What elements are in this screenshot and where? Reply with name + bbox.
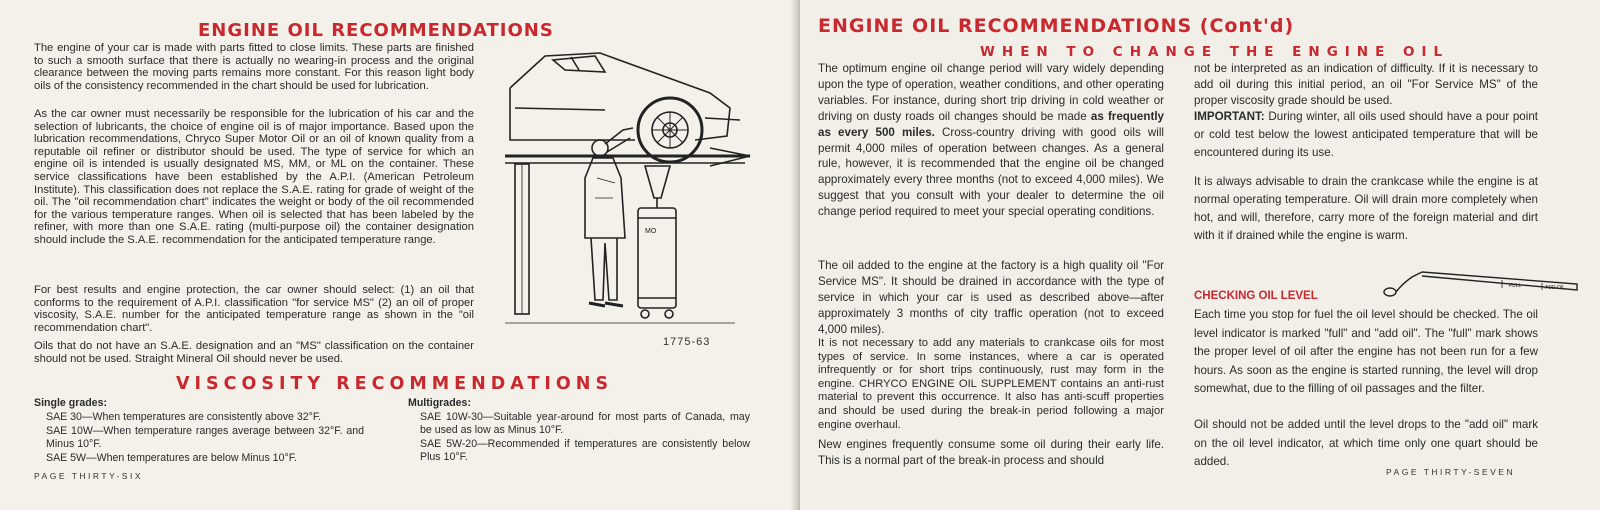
single-grade-item: SAE 30—When temperatures are consistently above 32°F. bbox=[46, 411, 322, 423]
best-results-paragraph: For best results and engine protection, the car owner should select: (1) an oil that conforms to the requirement of A.P.I. classification "for service MS" (2) an oil of proper viscosity, S.A.E. number for the anticipated temperature range as shown in the "oil recommendation chart". bbox=[34, 284, 474, 334]
intro-paragraph: The engine of your car is made with parts fitted to close limits. These parts are finished to such a smooth surface that there is actually no wearing-in process and the original clearance between the moving parts remains more constant. For this reason light body oils of the consistency recommended in the chart should be used for lubrication. bbox=[34, 42, 474, 92]
viscosity-title: VISCOSITY RECOMMENDATIONS bbox=[176, 374, 614, 394]
engine-oil-title: ENGINE OIL RECOMMENDATIONS bbox=[198, 20, 554, 41]
multigrade-item: SAE 10W-30—Suitable year-around for most parts of Canada, may be used as low as Minus 10°F. bbox=[420, 411, 750, 436]
responsibility-paragraph: As the car owner must necessarily be responsible for the lubrication of his car and the selection of lubricants, the choice of engine oil is of major importance. Based upon the lubrication recommendations, Chryco Super Motor Oil or an oil of known quality from a reputable oil refiner or distributor should be used. The type of service for which an engine oil is intended is usually designated MS, MM, or ML on the container. These service classifications have been established by the A.P.I. (American Petroleum Institute). This classification does not replace the S.A.E. rating for grade of weight of the oil. The "oil recommendation chart" indicates the weight or body of the oil recommended for the various temperature ranges. When oil is selected that has been labeled by the refiner, with more than one S.A.E. rating (multi-purpose oil) the container designation should include the S.A.E. recommendation for the anticipated temperature range. bbox=[34, 108, 474, 246]
crankcase-additives-paragraph: It is not necessary to add any materials to crankcase oils for most types of service. In some instances, where a car is operated infrequently or for short trips continuously, rust may form in the engine. CHRYCO ENGINE OIL SUPPLEMENT contains an anti-rust material to prevent this occurrence. It also has anti-scuff properties and should be used during the break-in period following a major engine overhaul. bbox=[818, 337, 1164, 431]
dipstick-full-label: FULL bbox=[1509, 283, 1522, 289]
drain-crankcase-paragraph: It is always advisable to drain the crankcase while the engine is at normal operating temperature. Oil will drain more completely when hot, and will, therefore, carry more of the foreign material and dirt with it if drained while the engine is warm. bbox=[1194, 175, 1538, 242]
important-text: During winter, all oils used should have a pour point or cold test below the lowest anticipated temperature that will be encountered during its use. bbox=[1194, 110, 1538, 159]
single-grades-heading: Single grades: bbox=[34, 397, 107, 409]
page-number: PAGE THIRTY-SIX bbox=[34, 471, 143, 481]
when-to-change-subtitle: WHEN TO CHANGE THE ENGINE OIL bbox=[980, 44, 1450, 60]
mineral-oil-paragraph: Oils that do not have an S.A.E. designation and an "MS" classification on the container should not be used. Straight Mineral Oil should never be used. bbox=[34, 340, 474, 365]
mechanic-lift-illustration bbox=[505, 48, 755, 348]
initial-period-paragraph: not be interpreted as an indication of difficulty. If it is necessary to add oil during this initial period, an oil "For Service MS" of the proper viscosity grade should be used. bbox=[1194, 62, 1538, 107]
page-thirty-seven bbox=[800, 0, 1600, 510]
check-oil-paragraph: Each time you stop for fuel the oil level should be checked. The oil level indicator is marked "full" and "add oil". The "full" mark shows the proper level of oil after the engine has not been run for a few hours. As soon as the engine is started running, the level will drop somewhat, due to the filling of oil passages and the filter. bbox=[1194, 308, 1538, 395]
engine-oil-contd-title: ENGINE OIL RECOMMENDATIONS (Cont'd) bbox=[818, 15, 1295, 37]
page-number: PAGE THIRTY-SEVEN bbox=[1386, 467, 1516, 477]
add-oil-paragraph: Oil should not be added until the level drops to the "add oil" mark on the oil level indicator, at which time only one quart should be added. bbox=[1194, 418, 1538, 468]
multigrade-item: SAE 5W-20—Recommended if temperatures are consistently below Plus 10°F. bbox=[420, 438, 750, 463]
change-period-text: The optimum engine oil change period will vary widely depending upon the type of operation, weather conditions, and other operating variables. For instance, during short trip driving in cold weather or driving on dusty roads oil changes should be made bbox=[818, 62, 1164, 123]
single-grade-item: SAE 5W—When temperatures are below Minus 10°F. bbox=[46, 452, 297, 464]
important-label: IMPORTANT: bbox=[1194, 110, 1265, 123]
important-paragraph bbox=[1194, 108, 1538, 162]
factory-oil-paragraph: The oil added to the engine at the factory is a high quality oil "For Service MS". It should be drained in accordance with the type of service in which your car is used as described above—after approximately 3 months of city traffic operation (not to exceed 4,000 miles). bbox=[818, 259, 1164, 336]
multigrades-heading: Multigrades: bbox=[408, 397, 471, 409]
checking-oil-level-heading: CHECKING OIL LEVEL bbox=[1194, 290, 1318, 302]
change-period-bold: as frequently as every 500 miles. bbox=[818, 109, 1164, 139]
page-thirty-six bbox=[0, 0, 796, 510]
figure-number: 1775-63 bbox=[663, 336, 711, 348]
dipstick-illustration bbox=[1382, 262, 1582, 302]
new-engines-paragraph: New engines frequently consume some oil during their early life. This is a normal part of the break-in process and should bbox=[818, 438, 1164, 467]
svg-text:MO: MO bbox=[645, 228, 657, 235]
single-grade-item: SAE 10W—When temperature ranges average between 32°F. and Minus 10°F. bbox=[46, 425, 364, 450]
change-period-paragraph bbox=[818, 61, 1164, 220]
dipstick-add-label: ADD OIL bbox=[1545, 285, 1566, 291]
change-period-text-cont: Cross-country driving with good oils will permit 4,000 miles of operation between changes. As a general rule, however, it is recommended that the engine oil be changed approximately every three months (not to exceed 4,000 miles). We suggest that you consult with your dealer to determine the oil change period required to meet your special operating conditions. bbox=[818, 125, 1164, 219]
